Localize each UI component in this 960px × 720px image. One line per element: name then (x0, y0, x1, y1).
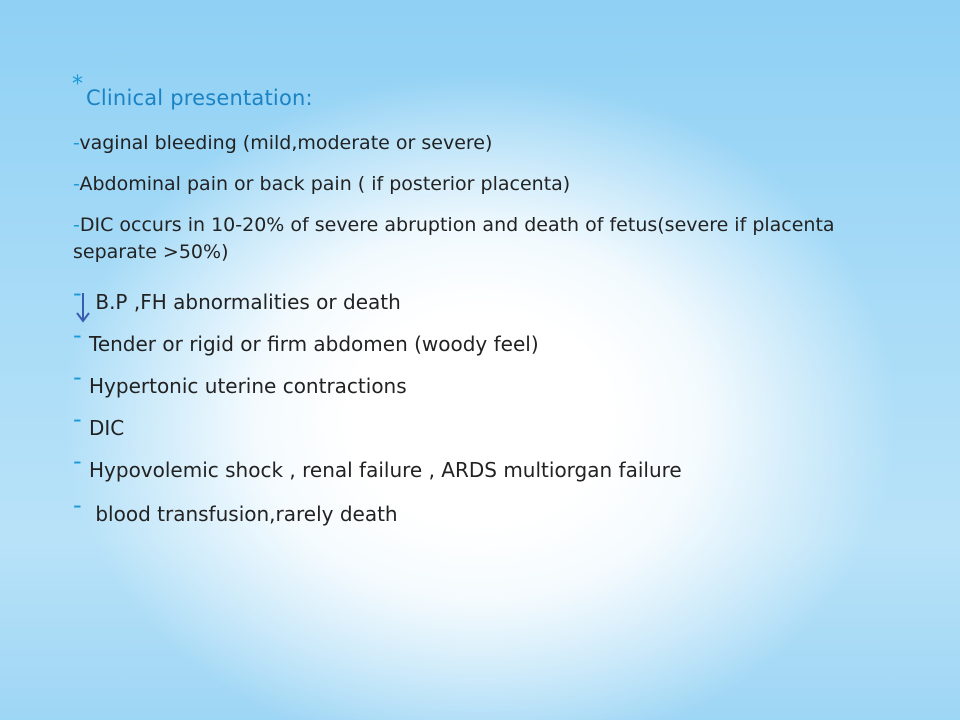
list-item (73, 491, 893, 528)
list-item (73, 447, 893, 484)
list-item (73, 321, 893, 358)
list-item (73, 363, 893, 400)
dash-marker: - (73, 363, 82, 391)
list-item-text: blood transfusion,rarely death (89, 502, 398, 526)
list-item (73, 405, 893, 442)
dash-marker: - (73, 173, 80, 195)
dash-marker: - (73, 279, 82, 307)
list-item-text: Hypertonic uterine contractions (89, 374, 407, 398)
title-text: Clinical presentation: (86, 86, 313, 110)
list-item (73, 171, 893, 198)
down-arrow-icon (76, 292, 90, 324)
list-item-text: DIC occurs in 10-20% of severe abruption and death of fetus(severe if placenta separate >50%) (73, 214, 835, 263)
list-item-text: DIC (89, 416, 125, 440)
list-item-text: Abdominal pain or back pain ( if posterior placenta) (79, 173, 571, 195)
dash-marker: - (73, 491, 82, 519)
dash-marker: - (73, 447, 82, 475)
dash-marker: - (73, 405, 82, 433)
list-item-text: vaginal bleeding (mild,moderate or severe) (79, 132, 493, 154)
list-item (73, 279, 893, 316)
list-item (73, 130, 893, 157)
title-star: * (72, 72, 84, 97)
dash-marker: - (73, 321, 82, 349)
dash-marker: - (73, 132, 80, 154)
dash-marker: - (73, 214, 80, 236)
list-item (73, 212, 893, 266)
list-item-text: Tender or rigid or firm abdomen (woody feel) (89, 332, 539, 356)
list-item-text: Hypovolemic shock , renal failure , ARDS multiorgan failure (89, 458, 682, 482)
list-item-text: B.P ,FH abnormalities or death (89, 290, 401, 314)
